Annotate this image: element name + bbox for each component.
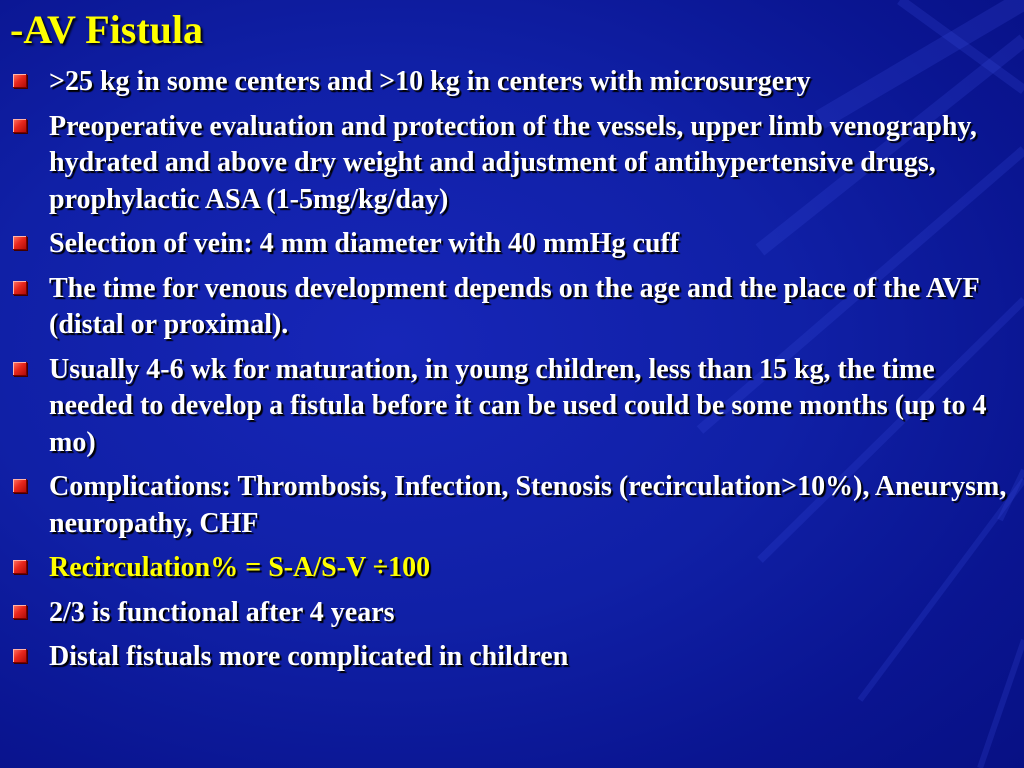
bullet-text: Distal fistuals more complicated in children: [49, 641, 569, 672]
list-item: [0, 271, 1024, 344]
list-item: [0, 595, 1024, 632]
list-item: [0, 109, 1024, 219]
red-square-bullet-icon: [13, 560, 27, 574]
bullet-text: Selection of vein: 4 mm diameter with 40 mmHg cuff: [49, 228, 680, 259]
red-square-bullet-icon: [13, 74, 27, 88]
bullet-text: 2/3 is functional after 4 years: [49, 596, 395, 628]
list-item-highlighted: [0, 550, 1024, 587]
list-item: [0, 226, 1024, 263]
list-item: [0, 352, 1024, 462]
bullet-text: Recirculation% = S-A/S-V ÷100: [49, 552, 431, 583]
list-item: [0, 469, 1024, 542]
red-square-bullet-icon: [13, 649, 27, 663]
red-square-bullet-icon: [13, 362, 27, 376]
list-item: [0, 64, 1024, 101]
list-item: [0, 639, 1024, 676]
red-square-bullet-icon: [13, 119, 27, 133]
red-square-bullet-icon: [13, 605, 27, 619]
red-square-bullet-icon: [13, 479, 27, 493]
bullet-text: Usually 4-6 wk for maturation, in young children, less than 15 kg, the time needed to develop a fistula before it can be used could be some months (up to 4 mo): [49, 353, 987, 458]
bullet-text: >25 kg in some centers and >10 kg in centers with microsurgery: [49, 66, 811, 97]
red-square-bullet-icon: [13, 281, 27, 295]
bullet-text: Complications: Thrombosis, Infection, Stenosis (recirculation>10%), Aneurysm, neuropathy, CHF: [49, 471, 1007, 539]
red-square-bullet-icon: [13, 236, 27, 250]
bullet-text: Preoperative evaluation and protection of the vessels, upper limb venography, hydrated and above dry weight and adjustment of antihypertensive drugs, prophylactic ASA (1-5mg/kg/day): [49, 110, 977, 215]
slide-title: -AV Fistula: [10, 7, 204, 52]
bullet-list: [0, 64, 1024, 684]
bullet-text: The time for venous development depends on the age and the place of the AVF (distal or proximal).: [49, 272, 979, 340]
